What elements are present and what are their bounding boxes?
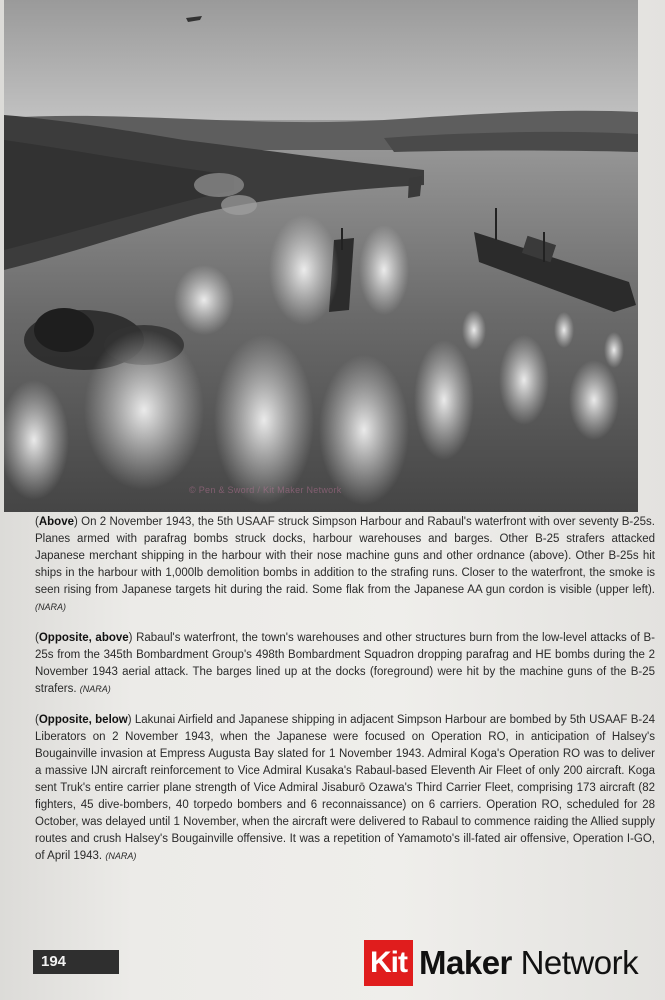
caption-heading: Above [38, 516, 74, 528]
page-number: 194 [33, 950, 119, 974]
brand-network: Network [520, 944, 639, 981]
caption-source: (NARA) [35, 602, 66, 612]
caption-source: (NARA) [79, 684, 111, 694]
caption-text: On 2 November 1943, the 5th USAAF struck Simpson Harbour and Rabaul's waterfront with over seventy B-25s. Planes armed with parafrag bombs struck docks, harbour warehouses and barges. Other B-25 strafers attacked Japanese merchant shipping in the harbour with their nose machine guns and other ordnance (above). Other B-25s hit ships in the harbour with 1,000lb demolition bombs in addition to the strafing runs. Closer to the waterfront, the smoke is seen rising from Japanese targets hit during the raid. Some flak from the Japanese AA gun cordon is visible (upper left). [35, 516, 655, 596]
caption-opposite-above: (Opposite, above) Rabaul's waterfront, the town's warehouses and other structures burn from the low-level attacks of B-25s from the 345th Bombardment Group's 498th Bombardment Squadron dropping parafrag and HE bombs during the 2 November 1943 aerial attack. The barges lined up at the docks (foreground) were hit by the machine guns of the B-25 strafers. (NARA) [35, 632, 655, 695]
brand-maker: Maker [419, 944, 512, 981]
caption-opposite-below: (Opposite, below) Lakunai Airfield and Japanese shipping in adjacent Simpson Harbour are bombed by 5th USAAF B-24 Liberators on 2 November 1943, when the Japanese were focused on Operation RO, in anticipation of Halsey's Bougainville invasion at Empress Augusta Bay slated for 1 November 1943. Admiral Koga's Operation RO was to deliver a massive IJN aircraft reinforcement to Vice Admiral Kusaka's Rabaul-based Eleventh Air Fleet of only 200 aircraft. Koga sent Truk's entire carrier plane strength of Vice Admiral Jisaburō Ozawa's Third Carrier Fleet, comprising 173 aircraft (82 fighters, 45 dive-bombers, 40 torpedo bombers and 6 reconnaissance) on 6 carriers. Operation RO, scheduled for 28 October, was delayed until 1 November, when the aircraft were delivered to Rabaul to commence raiding the Allied supply routes and crush Halsey's Bougainville offensive. It was a repetition of Yamamoto's ill-fated air offensive, Operation I-GO, of April 1943. (NARA) [35, 714, 655, 862]
caption-heading: Opposite, above [38, 632, 129, 644]
kit-maker-network-logo [364, 940, 638, 986]
brand-name [419, 944, 638, 982]
caption-above: (Above) On 2 November 1943, the 5th USAAF struck Simpson Harbour and Rabaul's waterfront with over seventy B-25s. Planes armed with parafrag bombs struck docks, harbour warehouses and barges. Other B-25 strafers attacked Japanese merchant shipping in the harbour with their nose machine guns and other ordnance (above). Other B-25s hit ships in the harbour with 1,000lb demolition bombs in addition to the strafing runs. Closer to the waterfront, the smoke is seen rising from Japanese targets hit during the raid. Some flak from the Japanese AA gun cordon is visible (upper left). (NARA) [35, 516, 655, 612]
photo-watermark: © Pen & Sword / Kit Maker Network [189, 485, 342, 495]
caption-block [35, 514, 655, 879]
caption-source: (NARA) [105, 851, 137, 861]
caption-text: Rabaul's waterfront, the town's warehouses and other structures burn from the low-level attacks of B-25s from the 345th Bombardment Group's 498th Bombardment Squadron dropping parafrag and HE bombs during the 2 November 1943 aerial attack. The barges lined up at the docks (foreground) were hit by the machine guns of the B-25 strafers. [35, 632, 655, 695]
brand-kit: Kit [364, 940, 413, 986]
aerial-harbour-photo [4, 0, 638, 512]
caption-heading: Opposite, below [38, 714, 128, 726]
caption-text: Lakunai Airfield and Japanese shipping in adjacent Simpson Harbour are bombed by 5th USAAF B-24 Liberators on 2 November 1943, when the Japanese were focused on Operation RO, in anticipation of Halsey's Bougainville invasion at Empress Augusta Bay slated for 1 November 1943. Admiral Koga's Operation RO was to deliver a massive IJN aircraft reinforcement to Vice Admiral Kusaka's Rabaul-based Eleventh Air Fleet of only 200 aircraft. Koga sent Truk's entire carrier plane strength of Vice Admiral Jisaburō Ozawa's Third Carrier Fleet, comprising 173 aircraft (82 fighters, 45 dive-bombers, 40 torpedo bombers and 6 reconnaissance) on 6 carriers. Operation RO, scheduled for 28 October, was delayed until 1 November, when the aircraft were delivered to Rabaul to commence raiding the Allied supply routes and crush Halsey's Bougainville offensive. It was a repetition of Yamamoto's ill-fated air offensive, Operation I-GO, of April 1943. [35, 714, 655, 862]
